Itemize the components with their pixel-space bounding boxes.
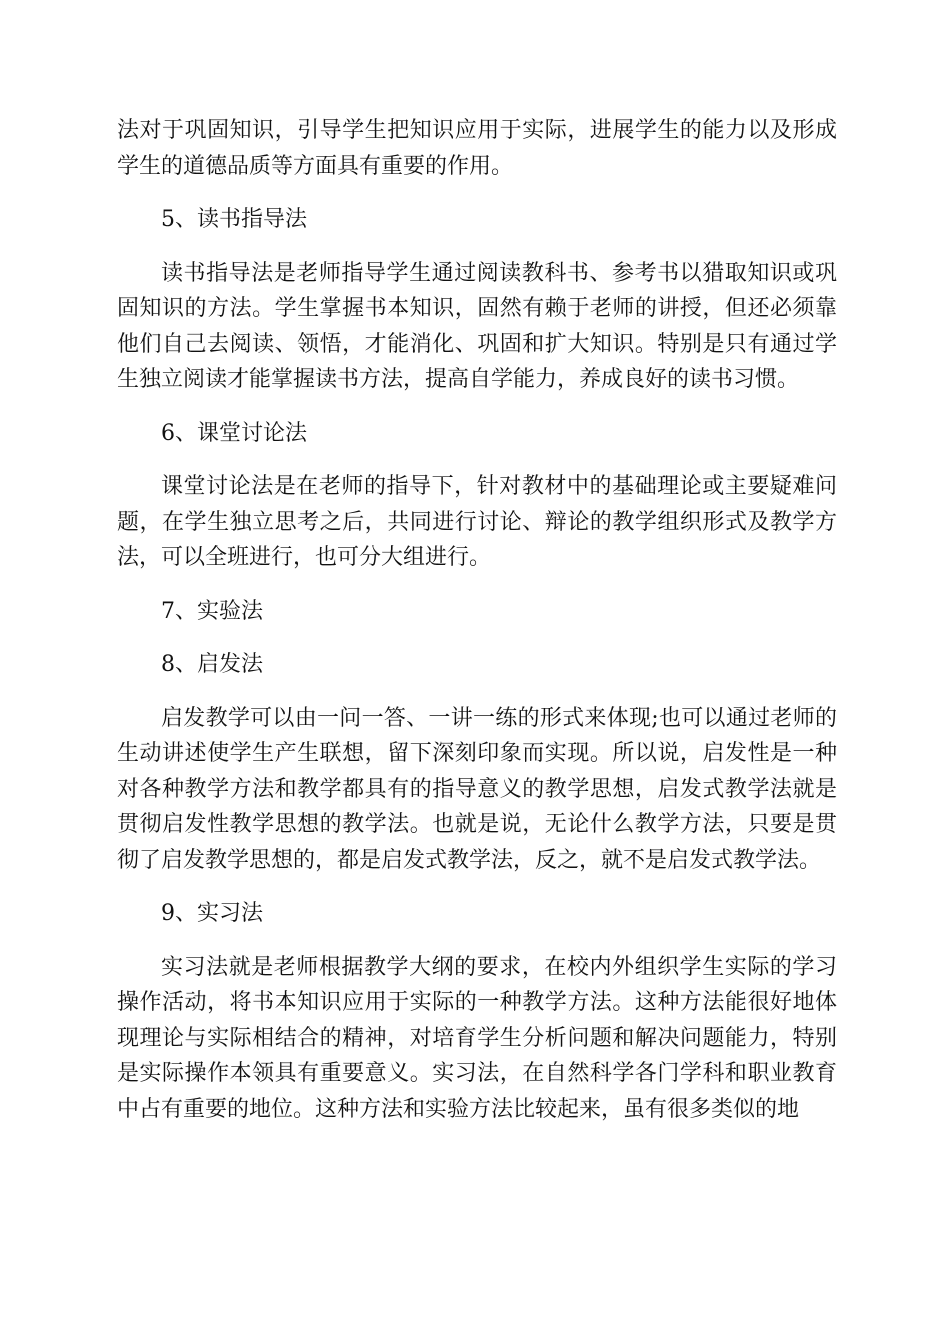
document-body (117, 113, 837, 1127)
paragraph-practice: 实习法就是老师根据教学大纲的要求，在校内外组织学生实际的学习操作活动，将书本知识应用于实际的一种教学方法。这种方法能很好地体现理论与实际相结合的精神，对培育学生分析问题和解决问题能力，特别是实际操作本领具有重要意义。实习法，在自然科学各门学科和职业教育中占有重要的地位。这种方法和实验方法比较起来，虽有很多类似的地 (117, 954, 837, 1122)
paragraph-gap (117, 683, 837, 701)
paragraph-continued: 法对于巩固知识，引导学生把知识应用于实际，进展学生的能力以及形成学生的道德品质等方面具有重要的作用。 (117, 118, 837, 179)
paragraph-gap (117, 238, 837, 256)
section-heading-experiment: 7、实验法 (161, 598, 263, 624)
paragraph-heuristic: 启发教学可以由一问一答、一讲一练的形式来体现;也可以通过老师的生动讲述使学生产生联想，留下深刻印象而实现。所以说，启发性是一种对各种教学方法和教学都具有的指导意义的教学思想，启发式教学法就是贯彻启发性教学思想的教学法。也就是说，无论什么教学方法，只要是贯彻了启发教学思想的，都是启发式教学法，反之，就不是启发式教学法。 (117, 705, 837, 873)
paragraph-gap (117, 576, 837, 594)
paragraph-gap (117, 184, 837, 202)
section-heading-heuristic: 8、启发法 (161, 652, 263, 677)
paragraph-gap (117, 398, 837, 416)
paragraph-reading-guidance: 读书指导法是老师指导学生通过阅读教科书、参考书以猎取知识或巩固知识的方法。学生掌握书本知识，固然有赖于老师的讲授，但还必须靠他们自己去阅读、领悟，才能消化、巩固和扩大知识。特别是只有通过学生独立阅读才能掌握读书方法，提高自学能力，养成良好的读书习惯。 (117, 260, 837, 392)
section-heading-reading-guidance: 5、读书指导法 (161, 207, 307, 232)
section-heading-class-discussion: 6、课堂讨论法 (161, 420, 307, 446)
paragraph-gap (117, 451, 837, 469)
paragraph-gap (117, 878, 837, 896)
paragraph-gap (117, 932, 837, 950)
section-heading-practice: 9、实习法 (161, 901, 263, 926)
paragraph-gap (117, 629, 837, 647)
paragraph-class-discussion: 课堂讨论法是在老师的指导下，针对教材中的基础理论或主要疑难问题，在学生独立思考之后，共同进行讨论、辩论的教学组织形式及教学方法，可以全班进行，也可分大组进行。 (117, 474, 837, 570)
